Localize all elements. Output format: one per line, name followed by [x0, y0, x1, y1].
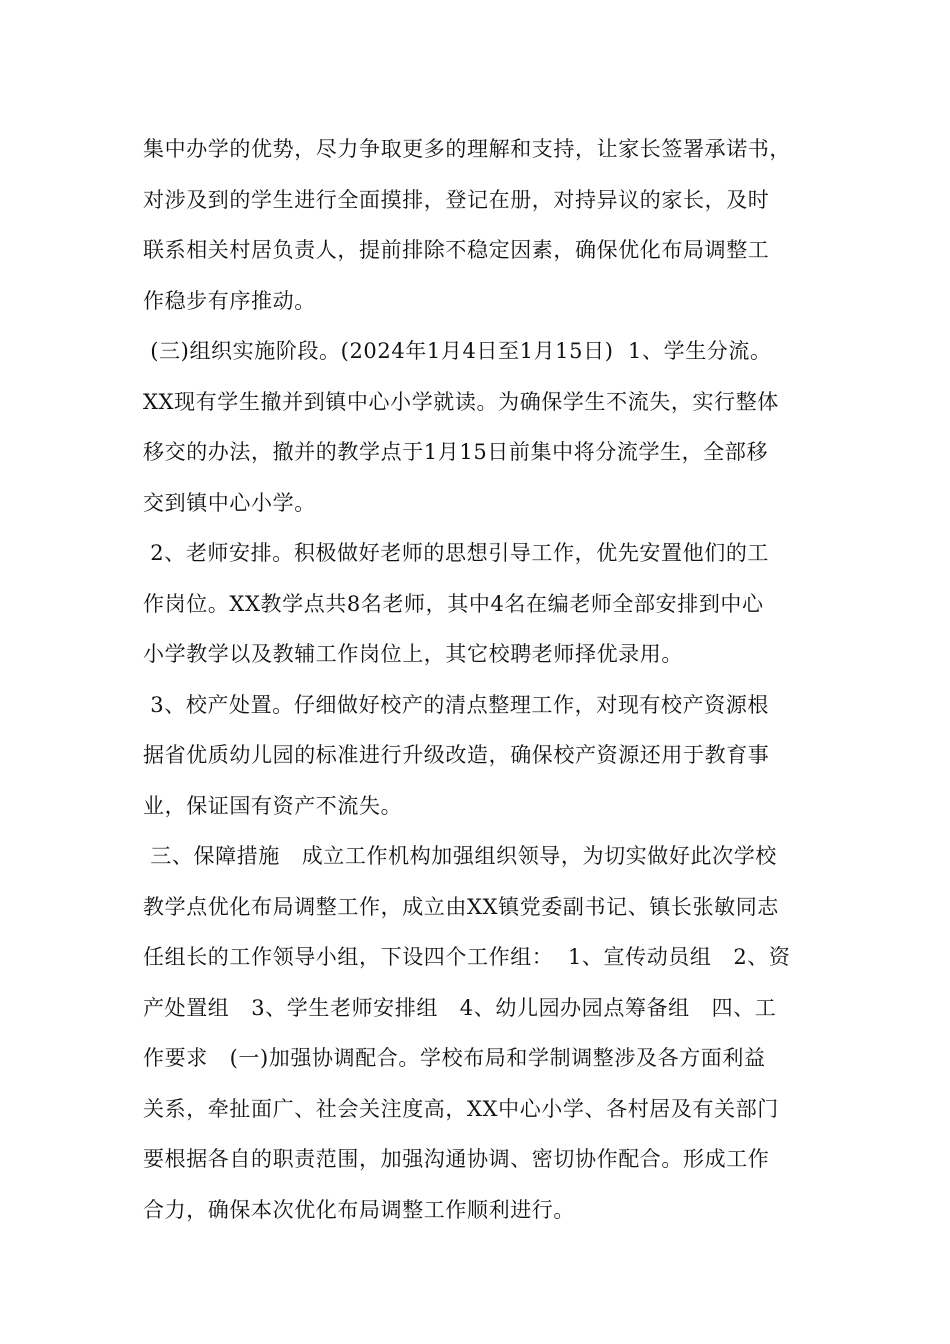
text-line: 移交的办法，撤并的教学点于1月15日前集中将分流学生，全部移	[143, 440, 769, 464]
text-line: 三、保障措施 成立工作机构加强组织领导，为切实做好此次学校	[143, 844, 777, 868]
text-line: 作稳步有序推动。	[143, 288, 316, 313]
text-line: XX现有学生撤并到镇中心小学就读。为确保学生不流失，实行整体	[143, 389, 779, 414]
text-line: 产处置组 3、学生老师安排组 4、幼儿园办园点筹备组 四、工	[143, 995, 777, 1020]
text-line: 作要求 (一)加强协调配合。学校布局和学制调整涉及各方面利益	[143, 1046, 766, 1070]
text-line: 据省优质幼儿园的标准进行升级改造，确保校产资源还用于教育事	[143, 743, 770, 767]
text-line: 作岗位。XX教学点共8名老师，其中4名在编老师全部安排到中心	[143, 591, 764, 616]
text-line: 业，保证国有资产不流失。	[143, 793, 403, 818]
text-line: 2、老师安排。积极做好老师的思想引导工作，优先安置他们的工	[143, 541, 770, 565]
text-line: 集中办学的优势，尽力争取更多的理解和支持，让家长签署承诺书，	[143, 137, 791, 161]
text-line: 交到镇中心小学。	[143, 490, 316, 515]
text-line: 小学教学以及教辅工作岗位上，其它校聘老师择优录用。	[143, 642, 683, 666]
text-line: 对涉及到的学生进行全面摸排，登记在册，对持异议的家长，及时	[143, 187, 770, 212]
text-line: 合力，确保本次优化布局调整工作顺利进行。	[143, 1197, 575, 1222]
text-line: (三)组织实施阶段。(2024年1月4日至1月15日) 1、学生分流。	[143, 339, 772, 363]
text-line: 要根据各自的职责范围，加强沟通协调、密切协作配合。形成工作	[143, 1147, 770, 1171]
text-line: 任组长的工作领导小组，下设四个工作组： 1、宣传动员组 2、资	[143, 945, 791, 969]
document-body	[143, 124, 823, 1235]
text-line: 教学点优化布局调整工作，成立由XX镇党委副书记、镇长张敏同志	[143, 894, 779, 919]
text-line: 关系，牵扯面广、社会关注度高，XX中心小学、各村居及有关部门	[143, 1096, 779, 1121]
text-line: 3、校产处置。仔细做好校产的清点整理工作，对现有校产资源根	[143, 692, 770, 717]
text-line: 联系相关村居负责人，提前排除不稳定因素，确保优化布局调整工	[143, 238, 770, 262]
